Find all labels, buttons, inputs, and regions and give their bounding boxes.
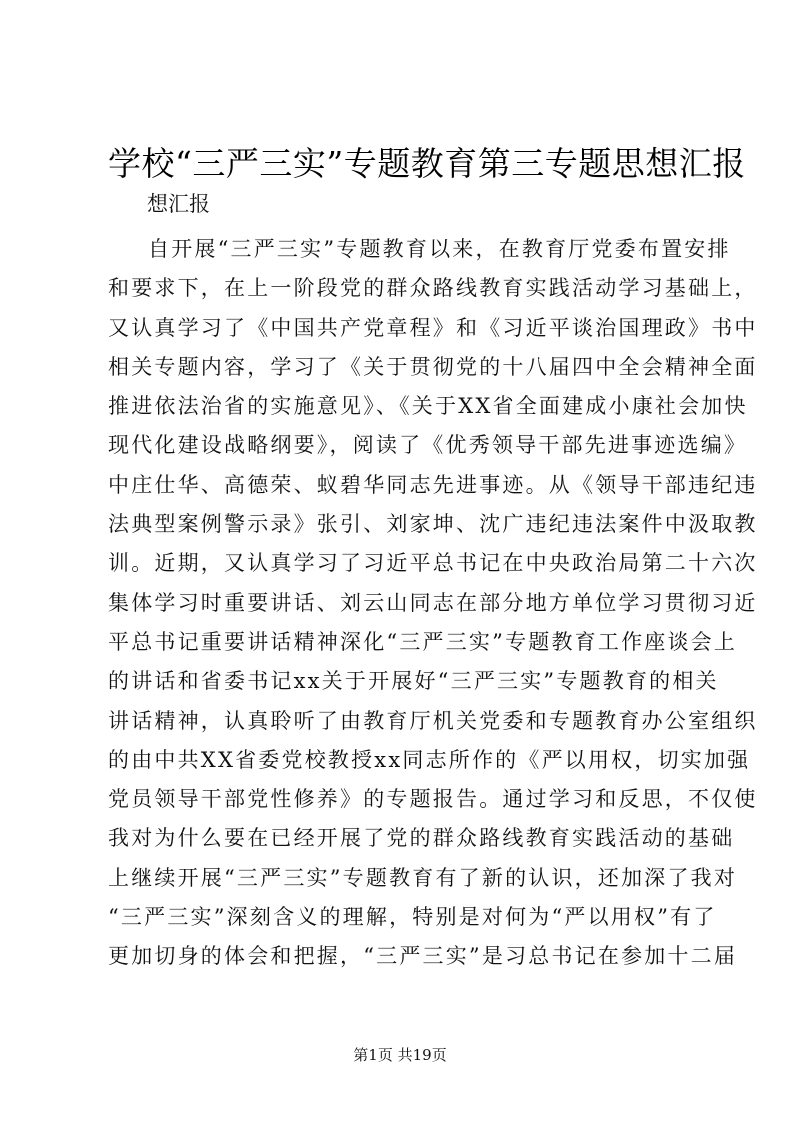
body-line: 更加切身的体会和把握，“三严三实”是习总书记在参加十二届 [108,944,738,969]
body-line: 党员领导干部党性修养》的专题报告。通过学习和反思，不仅使 [108,787,758,812]
body-line: 训。近期，又认真学习了习近平总书记在中央政治局第二十六次 [108,551,758,576]
page-footer: 第1页 共19页 [353,1046,447,1064]
body-line: 集体学习时重要讲话、刘云山同志在部分地方单位学习贯彻习近 [108,590,758,615]
document-body [108,230,758,977]
body-line: 上继续开展“三严三实”专题教育有了新的认识，还加深了我对 [108,865,738,890]
body-line: 平总书记重要讲话精神深化“三严三实”专题教育工作座谈会上 [108,629,738,654]
body-line: 的讲话和省委书记xx关于开展好“三严三实”专题教育的相关 [108,669,719,694]
body-line: 中庄仕华、高德荣、蚁碧华同志先进事迹。从《领导干部违纪违 [108,472,758,497]
body-line: 和要求下，在上一阶段党的群众路线教育实践活动学习基础上， [108,276,758,301]
body-line: 又认真学习了《中国共产党章程》和《习近平谈治国理政》书中 [108,315,758,340]
body-line: 讲话精神，认真聆听了由教育厅机关党委和专题教育办公室组织 [108,708,758,733]
body-line: 我对为什么要在已经开展了党的群众路线教育实践活动的基础 [108,826,735,851]
body-line: 现代化建设战略纲要》，阅读了《优秀领导干部先进事迹选编》 [108,433,748,458]
body-line: “三严三实”深刻含义的理解，特别是对何为“严以用权”有了 [108,905,717,930]
body-line: 相关专题内容，学习了《关于贯彻党的十八届四中全会精神全面 [108,354,758,379]
body-line: 法典型案例警示录》张引、刘家坤、沈广违纪违法案件中汲取教 [108,512,758,537]
body-line: 自开展“三严三实”专题教育以来，在教育厅党委布置安排 [148,237,731,261]
body-line: 的由中共XX省委党校教授xx同志所作的《严以用权，切实加强 [108,747,751,772]
document-subtitle: 想汇报 [147,192,210,216]
body-line: 推进依法治省的实施意见》、《关于XX省全面建成小康社会加快 [108,394,748,419]
document-title: 学校“三严三实”专题教育第三专题思想汇报 [108,144,746,183]
